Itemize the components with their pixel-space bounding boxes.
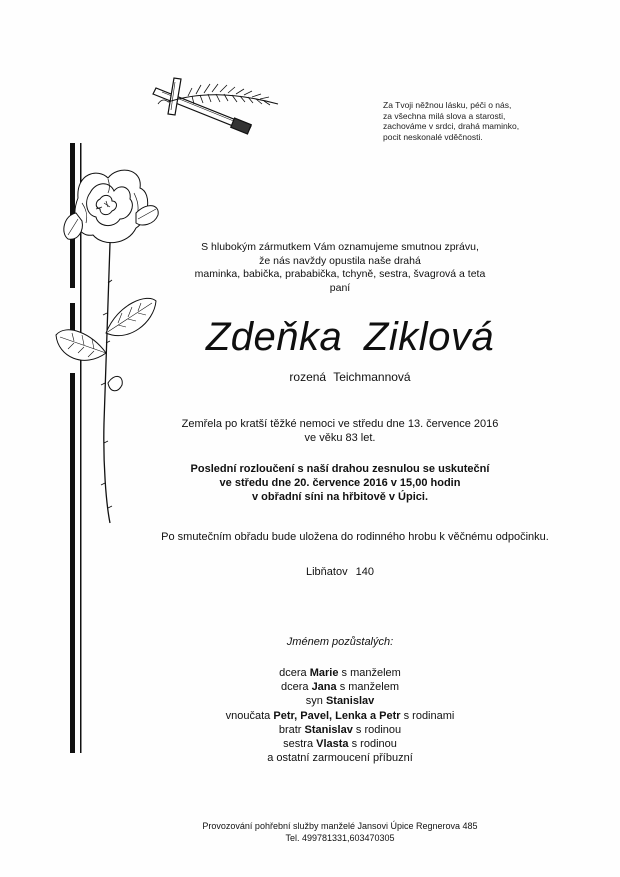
- intro-line: paní: [329, 281, 351, 294]
- footer-funeral-service: [110, 820, 570, 844]
- intro-line: maminka, babička, prababička, tchyně, sestra, švagrová a teta: [194, 268, 486, 281]
- death-info: [110, 417, 570, 445]
- death-line: ve věku 83 let.: [304, 432, 376, 444]
- mourners-title: Jménem pozůstalých:: [286, 636, 394, 648]
- cross-ornament-icon: [148, 74, 283, 144]
- address: Libňatov 140: [306, 566, 374, 578]
- maiden-name: rozená Teichmannová: [289, 370, 411, 384]
- mourner-row: sestra Vlasta s rodinou: [283, 738, 397, 751]
- burial-info: Po smutečním obřadu bude uložena do rodinného hrobu k věčnému odpočinku.: [161, 531, 549, 543]
- deceased-name: Zdeňka Ziklová: [205, 315, 495, 359]
- mourner-row: dcera Jana s manželem: [280, 681, 399, 694]
- intro-line: že nás navždy opustila naše drahá: [259, 254, 421, 267]
- poem-verse: [383, 100, 603, 142]
- mourner-row: vnoučata Petr, Pavel, Lenka a Petr s rodinami: [225, 709, 455, 722]
- poem-line: pocit neskonalé vděčnosti.: [383, 131, 483, 142]
- poem-line: zachováme v srdci, drahá maminko,: [383, 121, 520, 131]
- funeral-line: Poslední rozloučení s naší drahou zesnulou se uskuteční: [190, 463, 490, 475]
- mourner-row: syn Stanislav: [305, 695, 375, 708]
- funeral-line: ve středu dne 20. července 2016 v 15,00 hodin: [219, 477, 461, 489]
- funeral-info: [110, 462, 570, 504]
- funeral-line: v obřadní síni na hřbitově v Úpici.: [251, 491, 429, 503]
- mourner-row: dcera Marie s manželem: [279, 667, 401, 679]
- intro-line: S hlubokým zármutkem Vám oznamujeme smutnou zprávu,: [201, 241, 479, 253]
- intro-text: [110, 241, 570, 295]
- mourner-row: a ostatní zarmoucení příbuzní: [267, 752, 413, 765]
- death-line: Zemřela po kratší těžké nemoci ve středu dne 13. července 2016: [181, 418, 499, 430]
- rose-ornament-icon: [48, 143, 163, 753]
- poem-line: za všechna milá slova a starosti,: [383, 110, 506, 121]
- poem-line: Za Tvoji něžnou lásku, péči o nás,: [383, 100, 512, 110]
- mourner-row: bratr Stanislav s rodinou: [278, 723, 402, 736]
- mourners-list: [110, 666, 570, 765]
- footer-line: Provozování pohřební služby manželé Jansovi Úpice Regnerova 485: [202, 821, 478, 831]
- footer-line: Tel. 499781331,603470305: [285, 833, 395, 843]
